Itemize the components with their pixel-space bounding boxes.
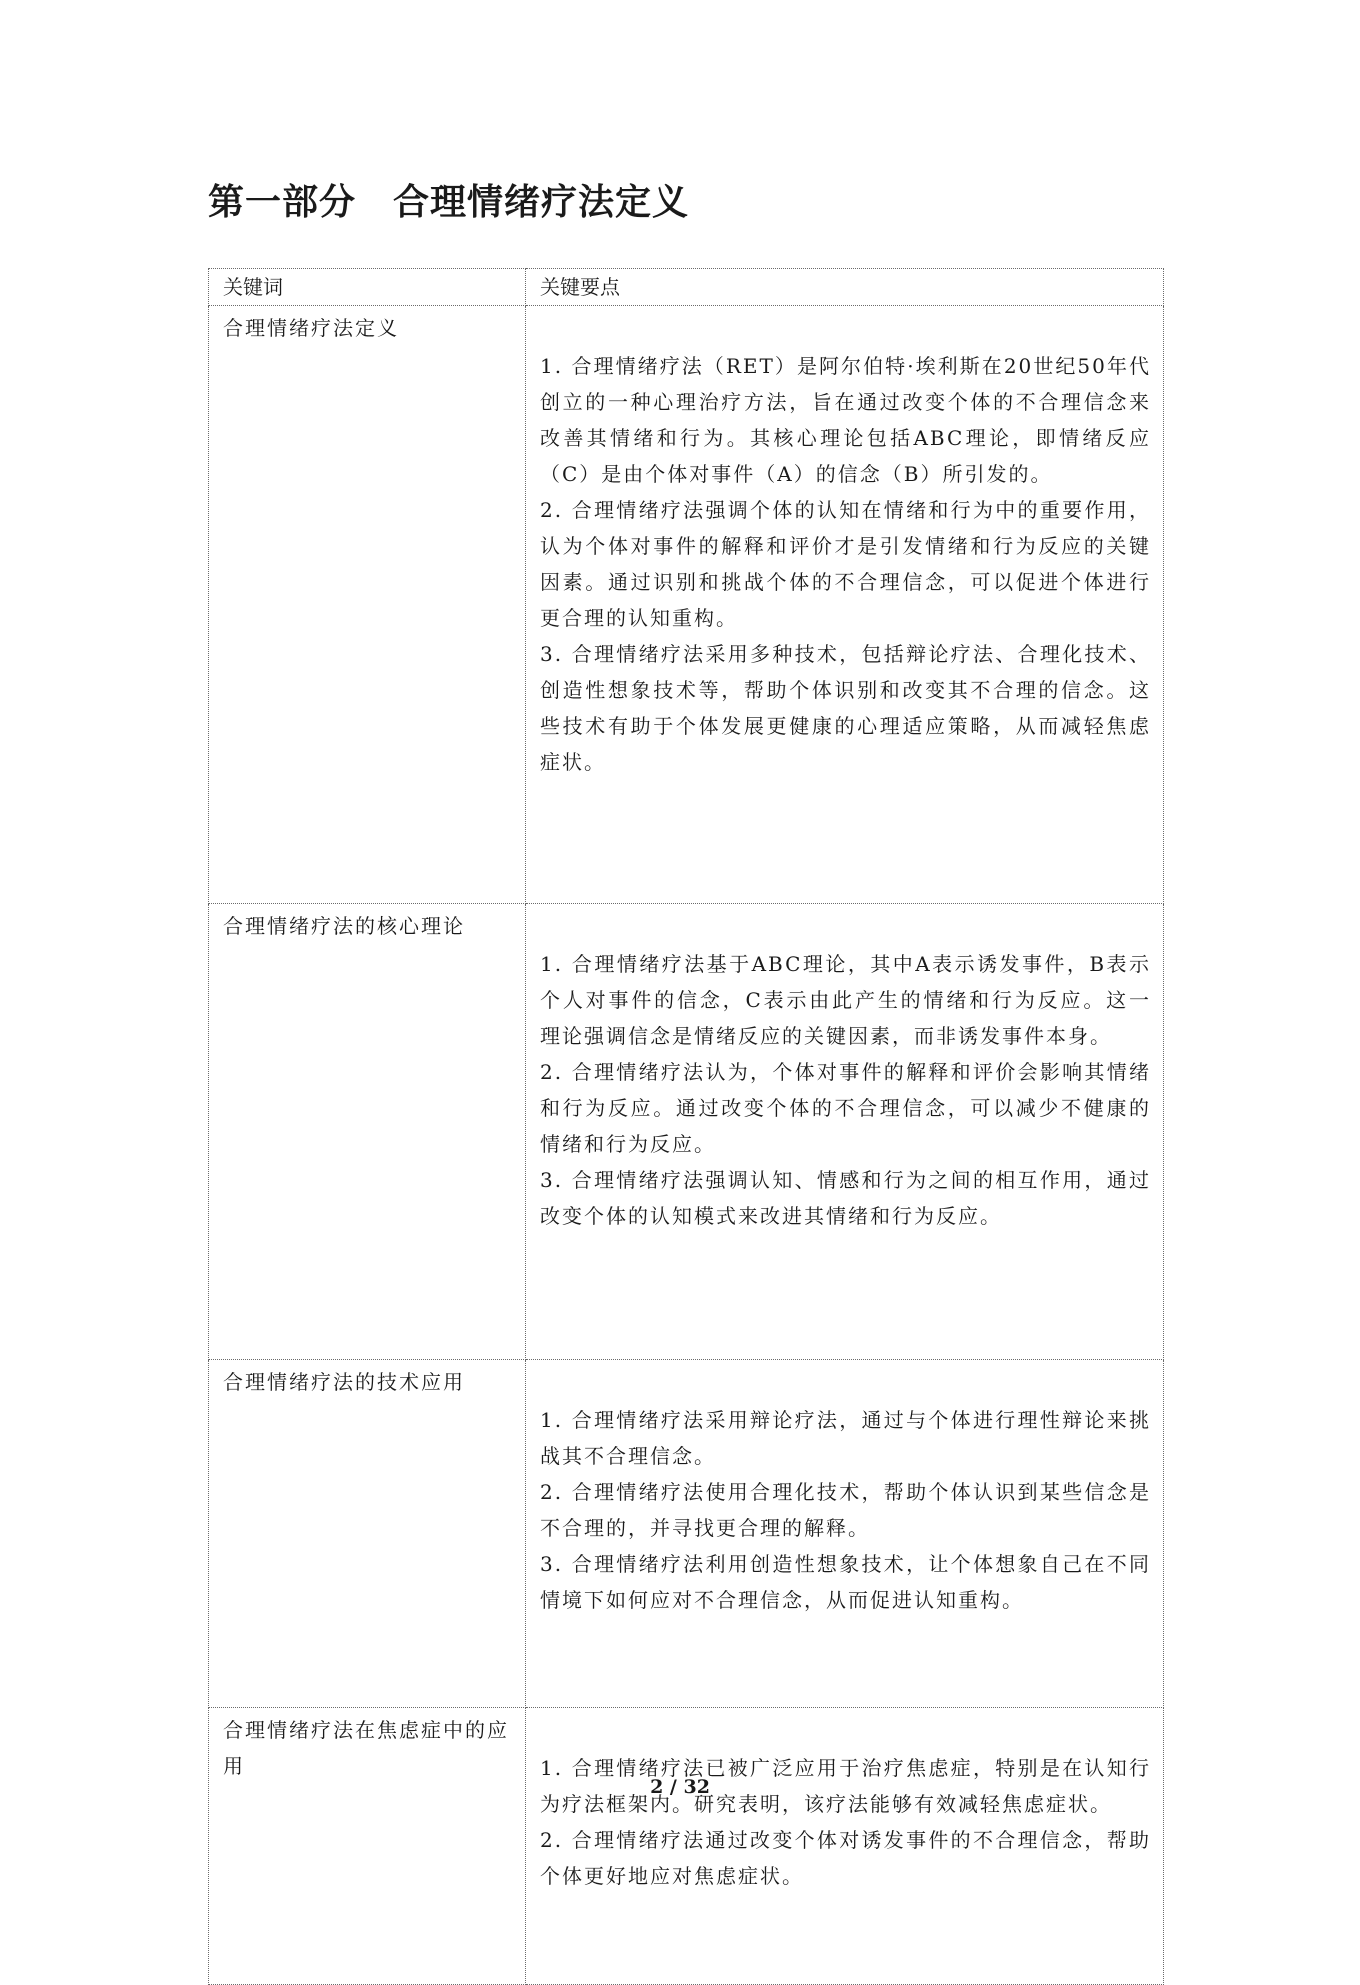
table-row [209, 904, 1164, 1360]
key-point: 2. 合理情绪疗法通过改变个体对诱发事件的不合理信念，帮助个体更好地应对焦虑症状。 [540, 1828, 1151, 1888]
page-number: 2 / 32 [650, 1776, 710, 1798]
table-row [209, 306, 1164, 904]
key-point: 1. 合理情绪疗法（RET）是阿尔伯特·埃利斯在20世纪50年代创立的一种心理治疗方法，旨在通过改变个体的不合理信念来改善其情绪和行为。其核心理论包括ABC理论，即情绪反应（C）是由个体对事件（A）的信念（B）所引发的。 [540, 354, 1151, 486]
points-cell [526, 904, 1164, 1360]
header-key-points: 关键要点 [526, 269, 1164, 306]
table-header-row [209, 269, 1164, 306]
table-row [209, 1360, 1164, 1708]
key-point: 1. 合理情绪疗法基于ABC理论，其中A表示诱发事件，B表示个人对事件的信念，C表示由此产生的情绪和行为反应。这一理论强调信念是情绪反应的关键因素，而非诱发事件本身。 [540, 952, 1151, 1048]
points-cell [526, 306, 1164, 904]
key-point: 3. 合理情绪疗法利用创造性想象技术，让个体想象自己在不同情境下如何应对不合理信念，从而促进认知重构。 [540, 1552, 1151, 1612]
keyword-cell: 合理情绪疗法的核心理论 [209, 904, 526, 1360]
key-point: 1. 合理情绪疗法已被广泛应用于治疗焦虑症，特别是在认知行为疗法框架内。研究表明，该疗法能够有效减轻焦虑症状。 [540, 1756, 1151, 1816]
table-row [209, 1708, 1164, 1985]
key-point: 2. 合理情绪疗法强调个体的认知在情绪和行为中的重要作用，认为个体对事件的解释和评价才是引发情绪和行为反应的关键因素。通过识别和挑战个体的不合理信念，可以促进个体进行更合理的认知重构。 [540, 498, 1151, 630]
keyword-cell: 合理情绪疗法的技术应用 [209, 1360, 526, 1708]
key-point: 3. 合理情绪疗法采用多种技术，包括辩论疗法、合理化技术、创造性想象技术等，帮助个体识别和改变其不合理的信念。这些技术有助于个体发展更健康的心理适应策略，从而减轻焦虑症状。 [540, 642, 1151, 774]
points-cell [526, 1708, 1164, 1985]
key-point: 1. 合理情绪疗法采用辩论疗法，通过与个体进行理性辩论来挑战其不合理信念。 [540, 1408, 1151, 1468]
key-point: 2. 合理情绪疗法使用合理化技术，帮助个体认识到某些信念是不合理的，并寻找更合理的解释。 [540, 1480, 1151, 1540]
key-point: 3. 合理情绪疗法强调认知、情感和行为之间的相互作用，通过改变个体的认知模式来改进其情绪和行为反应。 [540, 1168, 1151, 1228]
page-title: 第一部分 合理情绪疗法定义 [208, 181, 690, 223]
key-point: 2. 合理情绪疗法认为，个体对事件的解释和评价会影响其情绪和行为反应。通过改变个体的不合理信念，可以减少不健康的情绪和行为反应。 [540, 1060, 1151, 1156]
key-points-table [208, 268, 1164, 1985]
header-keyword: 关键词 [209, 269, 526, 306]
keyword-cell: 合理情绪疗法在焦虑症中的应用 [209, 1708, 526, 1985]
keyword-cell: 合理情绪疗法定义 [209, 306, 526, 904]
points-cell [526, 1360, 1164, 1708]
